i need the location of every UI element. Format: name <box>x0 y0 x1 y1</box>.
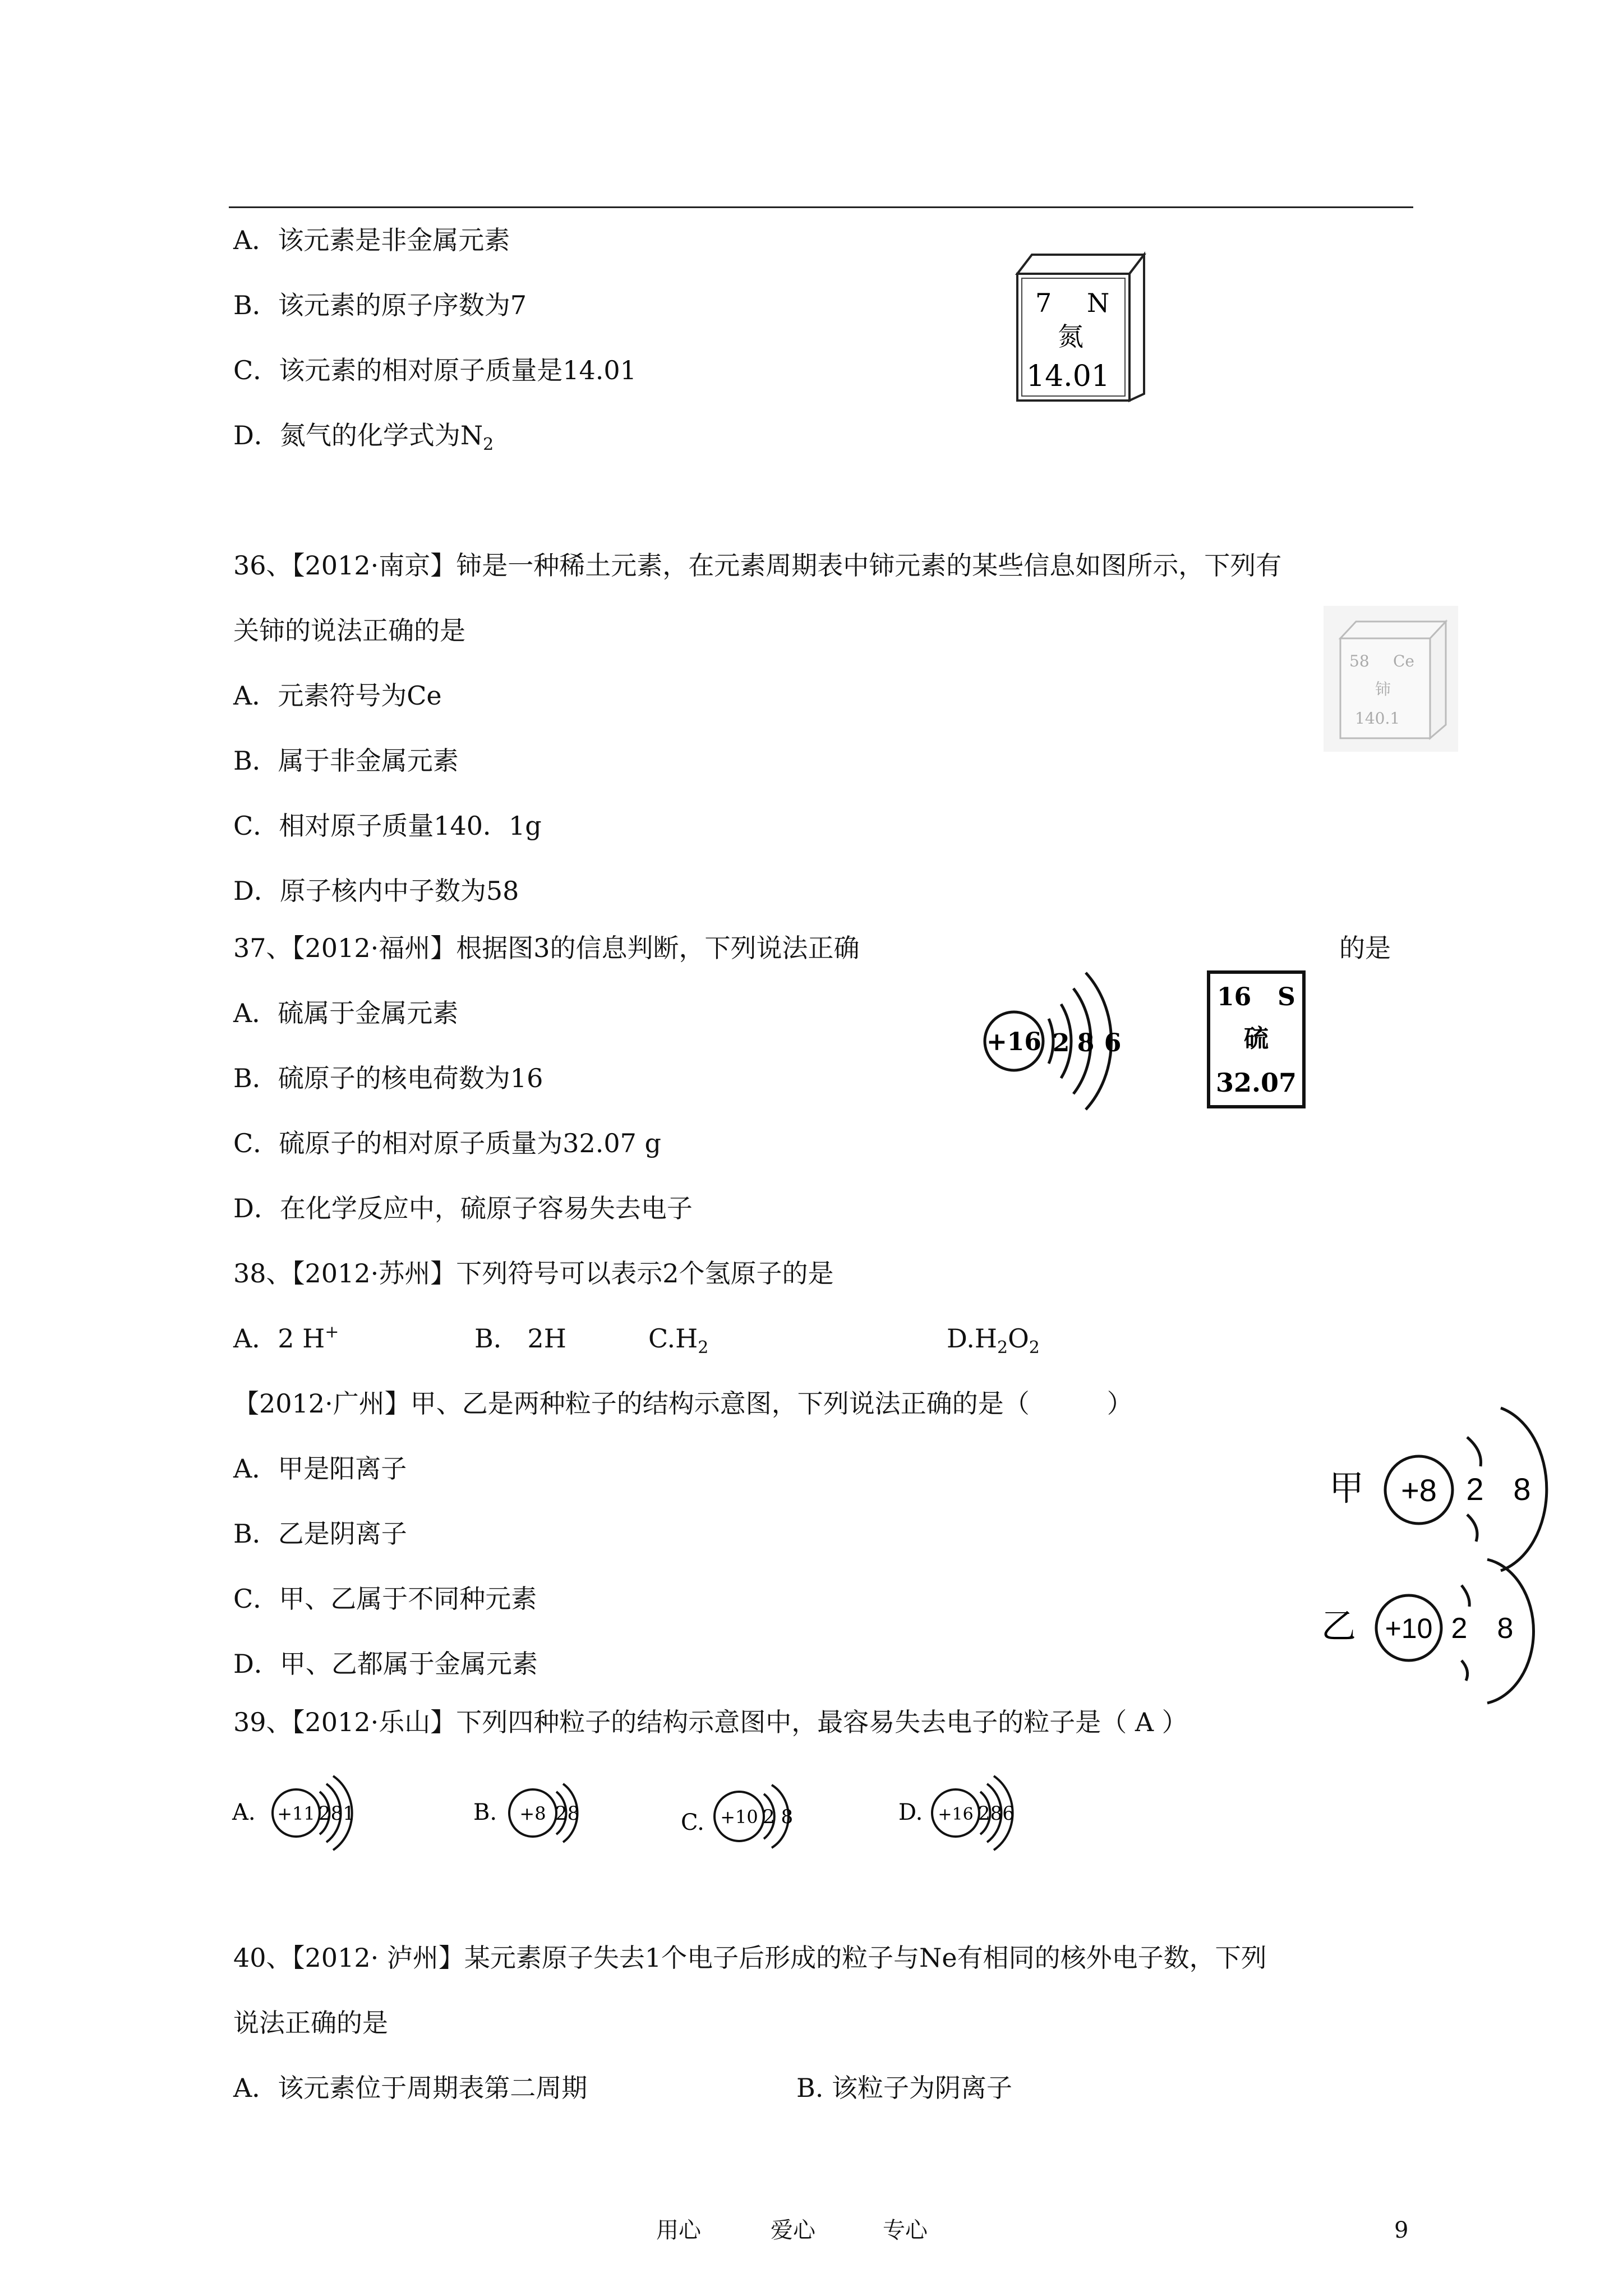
cerium-number: 58 <box>1349 652 1370 670</box>
q35-option-d: D．氮气的化学式为$N_2$ <box>233 420 494 454</box>
jia-shell-1: 2 <box>1466 1471 1484 1507</box>
sulfur-atom-diagram <box>976 942 1155 1111</box>
jia-label: 甲 <box>1329 1469 1364 1508</box>
yi-shell-2: 8 <box>1497 1612 1514 1645</box>
sulfur-element-card <box>1207 970 1306 1108</box>
footer-yongxin: 用心 <box>656 2217 701 2243</box>
q39-b-nucleus: +8 <box>519 1803 546 1824</box>
q40-option-b: B. 该粒子为阴离子 <box>796 2073 1013 2103</box>
q39-c-shells: 2 8 <box>763 1806 794 1828</box>
q35-option-b: B．该元素的原子序数为7 <box>233 290 527 320</box>
q39-c-nucleus: +10 <box>720 1806 758 1828</box>
q39-b-letter: B. <box>473 1800 497 1825</box>
sulfur-name: 硫 <box>1244 1024 1269 1053</box>
q39-d-shells: 286 <box>978 1802 1015 1825</box>
sulfur-number: 16 <box>1217 983 1252 1011</box>
guangzhou-option-d: D．甲、乙都属于金属元素 <box>233 1649 538 1679</box>
sulfur-nucleus: +16 <box>986 1028 1042 1056</box>
q36-stem-line1: 36、【2012·南京】铈是一种稀土元素，在元素周期表中铈元素的某些信息如图所示，下列有 <box>233 550 1282 581</box>
q40-stem-line1: 40、【2012· 泸州】某元素原子失去1个电子后形成的粒子与Ne有相同的核外电子数，下列 <box>233 1943 1267 1973</box>
q36-option-b: B．属于非金属元素 <box>233 746 459 776</box>
jia-particle-diagram <box>1312 1397 1548 1543</box>
q39-d-nucleus: +16 <box>938 1805 974 1824</box>
q37-stem-end: 的是 <box>1339 933 1391 963</box>
footer-aixin: 爱心 <box>771 2217 815 2243</box>
q37-option-d: D．在化学反应中，硫原子容易失去电子 <box>233 1193 693 1223</box>
q38-stem: 38、【2012·苏州】下列符号可以表示2个氢原子的是 <box>233 1258 834 1289</box>
q39-a-nucleus: +11 <box>277 1803 315 1824</box>
cerium-element-card <box>1324 606 1458 752</box>
nitrogen-name: 氮 <box>1058 321 1083 352</box>
q39-c-letter: C. <box>681 1810 704 1835</box>
q39-choice-c <box>679 1767 819 1862</box>
sulfur-mass: 32.07 <box>1215 1068 1297 1098</box>
q39-a-letter: A. <box>232 1800 256 1825</box>
q37-stem: 37、【2012·福州】根据图3的信息判断，下列说法正确 <box>233 933 860 963</box>
q39-stem: 39、【2012·乐山】下列四种粒子的结构示意图中，最容易失去电子的粒子是（ A ） <box>233 1707 1188 1737</box>
q37-option-b: B．硫原子的核电荷数为16 <box>233 1063 543 1093</box>
yi-label: 乙 <box>1321 1607 1357 1646</box>
q36-option-d: D．原子核内中子数为58 <box>233 876 519 906</box>
q39-d-letter: D. <box>898 1800 923 1825</box>
q35-option-c: C．该元素的相对原子质量是14.01 <box>233 355 637 385</box>
guangzhou-option-c: C．甲、乙属于不同种元素 <box>233 1584 537 1614</box>
nitrogen-symbol: N <box>1087 288 1110 318</box>
guangzhou-option-b: B．乙是阴离子 <box>233 1519 407 1549</box>
sulfur-symbol: S <box>1278 983 1295 1011</box>
q39-choice-a <box>230 1767 370 1857</box>
cerium-symbol: Ce <box>1393 652 1414 670</box>
cerium-name: 铈 <box>1375 680 1391 698</box>
q38-option-b: B． 2H <box>474 1323 566 1354</box>
q38-option-a: A．2 H+ <box>233 1322 339 1354</box>
guangzhou-stem: 【2012·广州】甲、乙是两种粒子的结构示意图，下列说法正确的是（ ） <box>233 1388 1133 1419</box>
q38-option-c: $C.H_2$ <box>648 1323 709 1358</box>
q36-option-a: A．元素符号为Ce <box>233 680 442 711</box>
q37-option-a: A．硫属于金属元素 <box>233 998 459 1028</box>
yi-particle-diagram <box>1312 1537 1548 1688</box>
q39-choice-d <box>896 1767 1042 1857</box>
q36-option-c: C．相对原子质量140．1g <box>233 811 542 841</box>
page-number: 9 <box>1394 2217 1409 2243</box>
q39-b-shells: 28 <box>555 1802 580 1825</box>
yi-shell-1: 2 <box>1451 1612 1468 1645</box>
q37-option-c: C．硫原子的相对原子质量为32.07 g <box>233 1128 661 1158</box>
jia-shell-2: 8 <box>1513 1471 1531 1507</box>
q40-option-a: A．该元素位于周期表第二周期 <box>233 2073 588 2103</box>
q36-stem-line2: 关铈的说法正确的是 <box>233 615 465 646</box>
yi-nucleus: +10 <box>1385 1613 1433 1644</box>
q35-option-a: A．该元素是非金属元素 <box>233 225 510 255</box>
guangzhou-option-a: A．甲是阳离子 <box>233 1453 407 1484</box>
header-rule <box>229 206 1413 208</box>
sulfur-shell-2: 8 <box>1077 1029 1095 1057</box>
nitrogen-mass: 14.01 <box>1026 360 1110 393</box>
q39-choice-b <box>471 1767 606 1857</box>
q39-a-shells: 281 <box>319 1802 355 1825</box>
sulfur-shell-1: 2 <box>1052 1029 1070 1057</box>
cerium-mass: 140.1 <box>1355 709 1400 728</box>
nitrogen-element-card <box>1009 247 1155 404</box>
q38-option-d: $D.H_2O_2$ <box>947 1323 1040 1358</box>
jia-nucleus: +8 <box>1401 1473 1437 1508</box>
nitrogen-number: 7 <box>1035 288 1052 318</box>
footer-zhuanxin: 专心 <box>883 2217 928 2243</box>
q40-stem-line2: 说法正确的是 <box>233 2008 388 2038</box>
sulfur-shell-3: 6 <box>1104 1029 1122 1057</box>
